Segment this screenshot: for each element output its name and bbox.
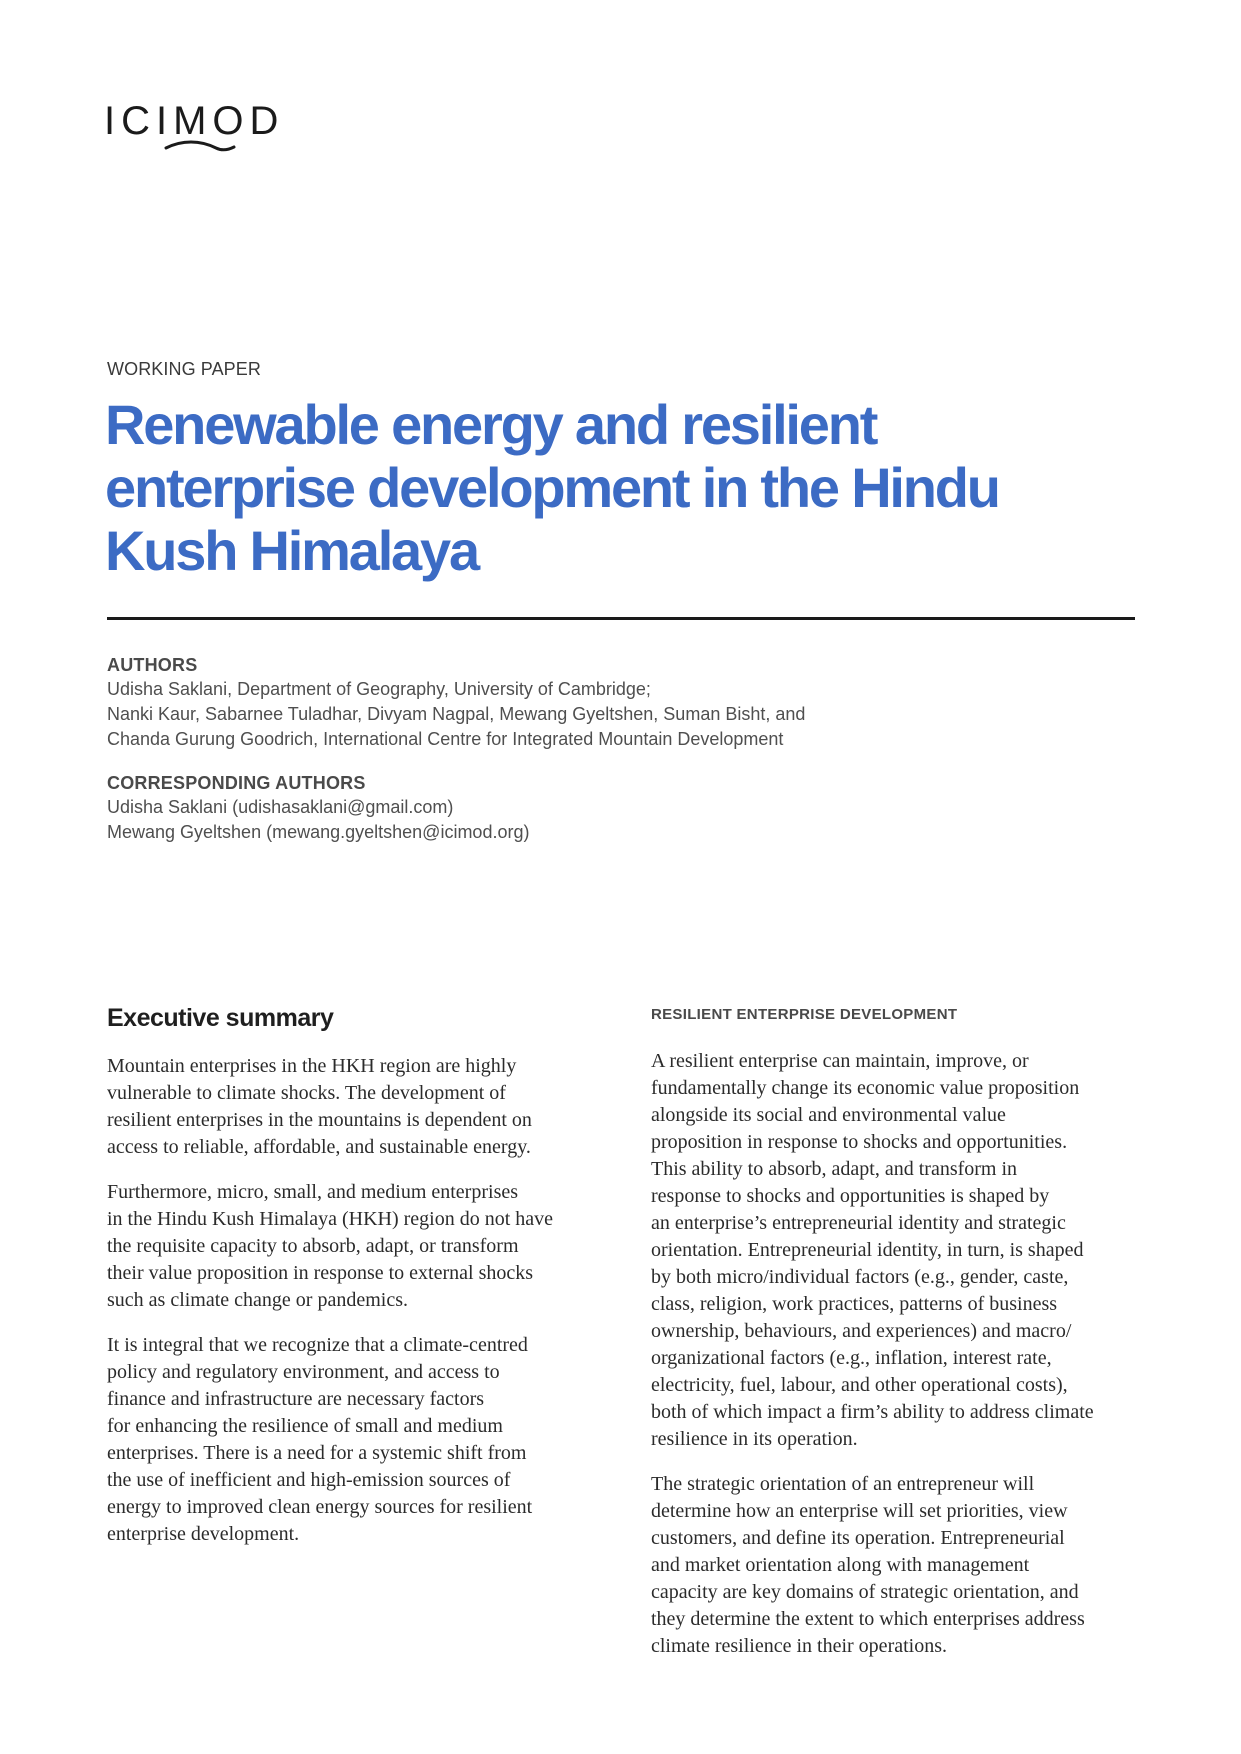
text-line: customers, and define its operation. Entrepreneurial (651, 1527, 1065, 1549)
text-line: determine how an enterprise will set priorities, view (651, 1500, 1068, 1522)
text-line: enterprises. There is a need for a systemic shift from (107, 1442, 527, 1464)
corresponding-authors-heading: CORRESPONDING AUTHORS (107, 773, 366, 793)
title-line: enterprise development in the Hindu (105, 456, 999, 519)
document-type-label: WORKING PAPER (107, 359, 261, 379)
text-line: electricity, fuel, labour, and other operational costs), (651, 1374, 1068, 1396)
text-line: their value proposition in response to external shocks (107, 1262, 534, 1284)
text-line: in the Hindu Kush Himalaya (HKH) region do not have (107, 1208, 554, 1230)
text-line: resilient enterprises in the mountains is dependent on (107, 1109, 532, 1131)
text-line: access to reliable, affordable, and sustainable energy. (107, 1136, 531, 1158)
authors-heading: AUTHORS (107, 655, 198, 675)
text-line: organizational factors (e.g., inflation, interest rate, (651, 1347, 1052, 1369)
resilient-enterprise-heading: RESILIENT ENTERPRISE DEVELOPMENT (651, 1006, 958, 1023)
text-line: the use of inefficient and high-emission sources of (107, 1469, 511, 1491)
icimod-logo (104, 98, 304, 158)
text-line: Mountain enterprises in the HKH region are highly (107, 1055, 517, 1077)
logo-swoosh (166, 142, 234, 150)
authors-section (107, 653, 1107, 752)
text-line: orientation. Entrepreneurial identity, in turn, is shaped (651, 1239, 1084, 1261)
logo-text: ICIMOD (104, 99, 285, 143)
text-line: vulnerable to climate shocks. The development of (107, 1082, 506, 1104)
text-line: proposition in response to shocks and opportunities. (651, 1131, 1068, 1153)
corresponding-authors-section (107, 771, 1107, 845)
resilient-paragraph (651, 1471, 1141, 1660)
text-line: enterprise development. (107, 1523, 300, 1545)
text-line: capacity are key domains of strategic orientation, and (651, 1581, 1079, 1603)
text-line: policy and regulatory environment, and access to (107, 1361, 500, 1383)
exec-summary-paragraph (107, 1053, 597, 1161)
title-line: Renewable energy and resilient (105, 393, 877, 456)
icimod-logo-icon (104, 98, 304, 158)
author-line: Nanki Kaur, Sabarnee Tuladhar, Divyam Nagpal, Mewang Gyeltshen, Suman Bisht, and (107, 704, 806, 724)
text-line: The strategic orientation of an entrepreneur will (651, 1473, 1035, 1495)
title-line: Kush Himalaya (105, 519, 478, 582)
text-line: an enterprise’s entrepreneurial identity and strategic (651, 1212, 1066, 1234)
text-line: response to shocks and opportunities is shaped by (651, 1185, 1050, 1207)
corresponding-author-line: Udisha Saklani (udishasaklani@gmail.com) (107, 797, 454, 817)
title-divider (107, 617, 1135, 620)
text-line: Furthermore, micro, small, and medium enterprises (107, 1181, 519, 1203)
text-line: class, religion, work practices, patterns of business (651, 1293, 1058, 1315)
corresponding-author-line: Mewang Gyeltshen (mewang.gyeltshen@icimod.org) (107, 822, 530, 842)
author-line: Chanda Gurung Goodrich, International Centre for Integrated Mountain Development (107, 729, 784, 749)
text-line: energy to improved clean energy sources for resilient (107, 1496, 533, 1518)
text-line: resilience in its operation. (651, 1428, 858, 1450)
text-line: by both micro/individual factors (e.g., gender, caste, (651, 1266, 1069, 1288)
text-line: finance and infrastructure are necessary factors (107, 1388, 485, 1410)
text-line: both of which impact a firm’s ability to address climate (651, 1401, 1094, 1423)
text-line: climate resilience in their operations. (651, 1635, 947, 1657)
text-line: A resilient enterprise can maintain, improve, or (651, 1050, 1029, 1072)
resilient-paragraph (651, 1048, 1141, 1453)
exec-summary-paragraph (107, 1179, 597, 1314)
text-line: fundamentally change its economic value proposition (651, 1077, 1080, 1099)
document-title (105, 393, 1145, 582)
text-line: ownership, behaviours, and experiences) and macro/ (651, 1320, 1072, 1342)
resilient-enterprise-column (651, 1005, 1141, 1678)
text-line: alongside its social and environmental value (651, 1104, 1006, 1126)
text-line: they determine the extent to which enterprises address (651, 1608, 1085, 1630)
text-line: This ability to absorb, adapt, and transform in (651, 1158, 1018, 1180)
text-line: It is integral that we recognize that a climate-centred (107, 1334, 528, 1356)
text-line: for enhancing the resilience of small and medium (107, 1415, 503, 1437)
executive-summary-title: Executive summary (107, 1004, 334, 1032)
exec-summary-paragraph (107, 1332, 597, 1548)
text-line: and market orientation along with management (651, 1554, 1030, 1576)
author-line: Udisha Saklani, Department of Geography, University of Cambridge; (107, 679, 651, 699)
text-line: the requisite capacity to absorb, adapt, or transform (107, 1235, 519, 1257)
executive-summary-column (107, 1002, 597, 1566)
text-line: such as climate change or pandemics. (107, 1289, 408, 1311)
